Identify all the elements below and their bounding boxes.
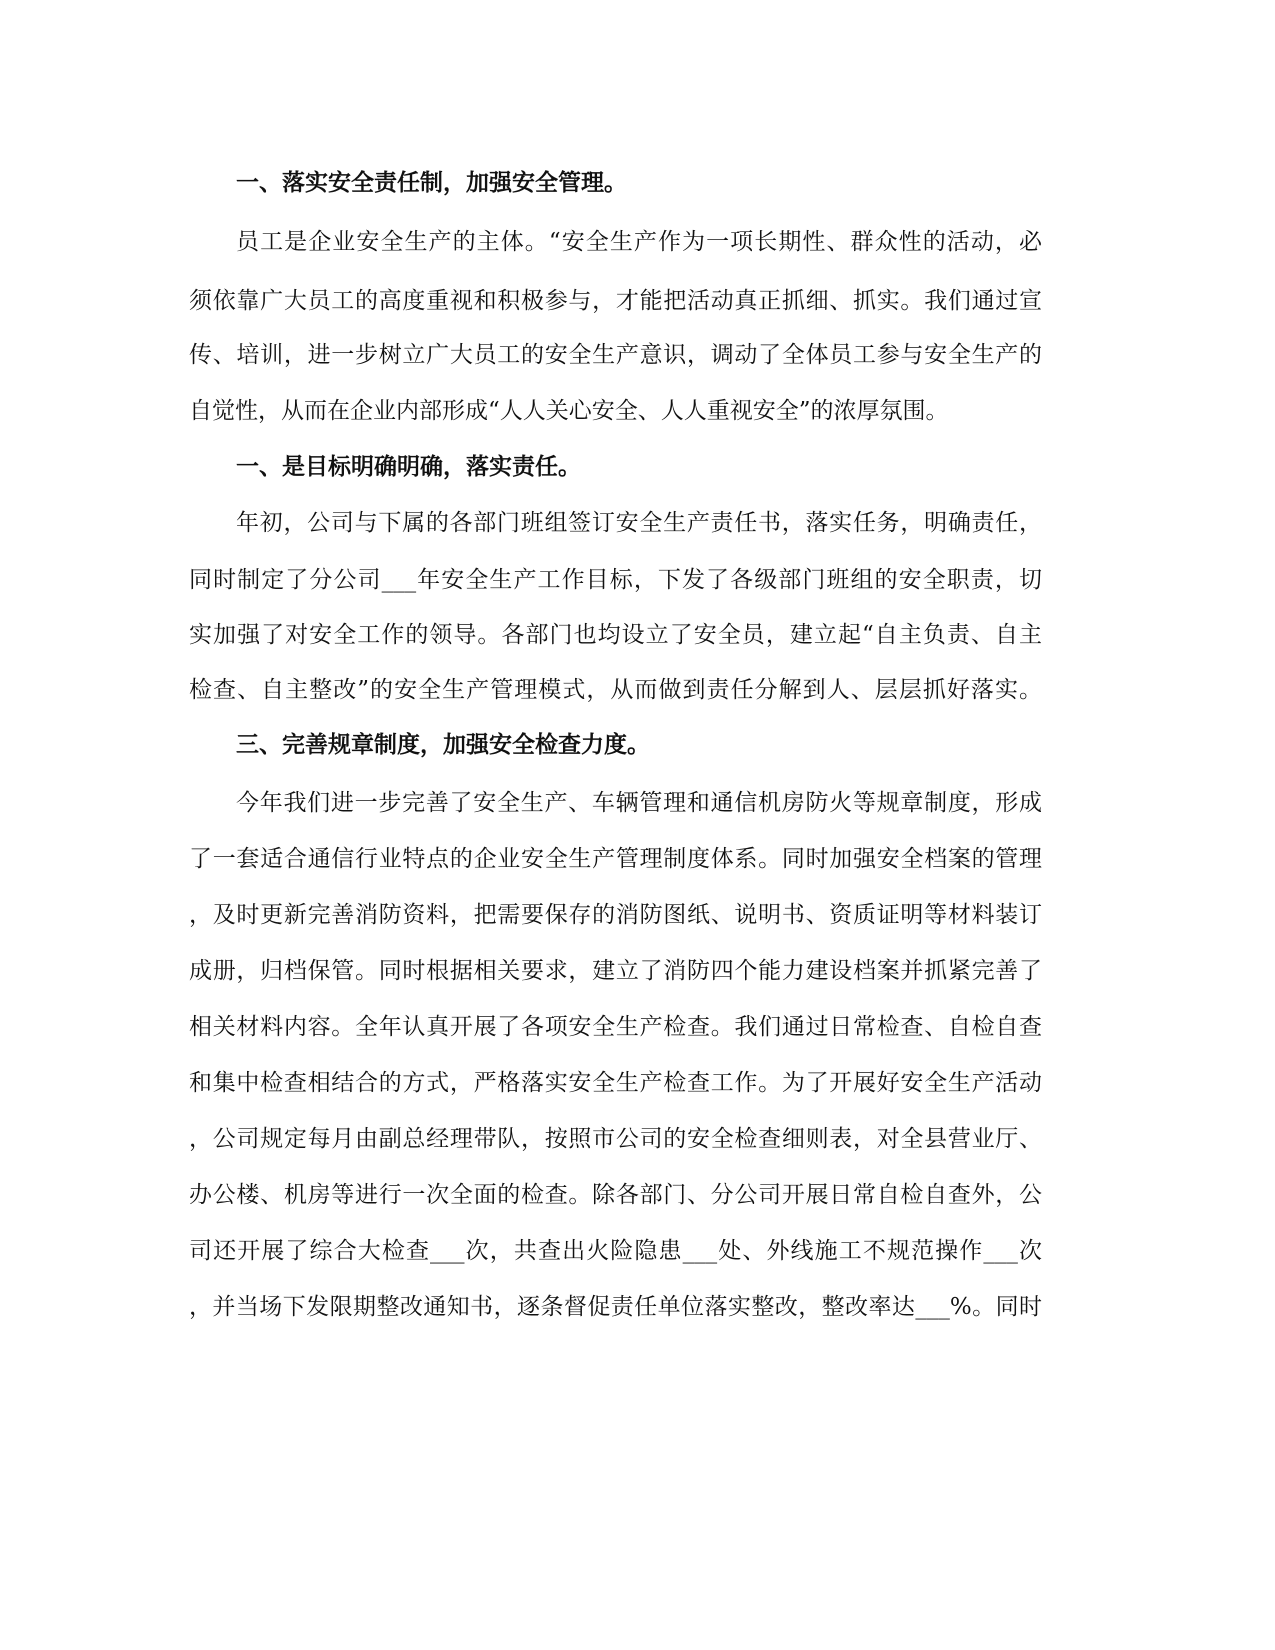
paragraph-line: 自觉性，从而在企业内部形成“人人关心安全、人人重视安全”的浓厚氛围。 <box>189 398 949 424</box>
paragraph-line: 司还开展了综合大检查___次，共查出火险隐患___处、外线施工不规范操作___次 <box>189 1238 1042 1264</box>
paragraph-line: 和集中检查相结合的方式，严格落实安全生产检查工作。为了开展好安全生产活动 <box>189 1070 1042 1096</box>
paragraph-line: 检查、自主整改”的安全生产管理模式，从而做到责任分解到人、层层抓好落实。 <box>189 677 1042 703</box>
paragraph-line: ，并当场下发限期整改通知书，逐条督促责任单位落实整改，整改率达___%。同时 <box>189 1294 1042 1320</box>
paragraph-line: ，公司规定每月由副总经理带队，按照市公司的安全检查细则表，对全县营业厅、 <box>189 1126 1042 1152</box>
section-heading-3: 三、完善规章制度，加强安全检查力度。 <box>236 731 650 758</box>
paragraph-line: 实加强了对安全工作的领导。各部门也均设立了安全员，建立起“自主负责、自主 <box>189 622 1042 648</box>
paragraph-line: 了一套适合通信行业特点的企业安全生产管理制度体系。同时加强安全档案的管理 <box>189 846 1042 872</box>
paragraph-line: 今年我们进一步完善了安全生产、车辆管理和通信机房防火等规章制度，形成 <box>236 790 1042 816</box>
section-heading-2: 一、是目标明确明确，落实责任。 <box>236 453 581 480</box>
paragraph-line: 须依靠广大员工的高度重视和积极参与，才能把活动真正抓细、抓实。我们通过宣 <box>189 288 1042 314</box>
paragraph-line: 年初，公司与下属的各部门班组签订安全生产责任书，落实任务，明确责任， <box>236 510 1042 536</box>
section-heading-1: 一、落实安全责任制，加强安全管理。 <box>236 169 627 196</box>
paragraph-line: 传、培训，进一步树立广大员工的安全生产意识，调动了全体员工参与安全生产的 <box>189 342 1042 368</box>
paragraph-line: 成册，归档保管。同时根据相关要求，建立了消防四个能力建设档案并抓紧完善了 <box>189 958 1042 984</box>
paragraph-line: 员工是企业安全生产的主体。“安全生产作为一项长期性、群众性的活动，必 <box>236 229 1042 255</box>
paragraph-line: ，及时更新完善消防资料，把需要保存的消防图纸、说明书、资质证明等材料装订 <box>189 902 1042 928</box>
paragraph-line: 同时制定了分公司___年安全生产工作目标，下发了各级部门班组的安全职责，切 <box>189 567 1042 593</box>
paragraph-line: 相关材料内容。全年认真开展了各项安全生产检查。我们通过日常检查、自检自查 <box>189 1014 1042 1040</box>
paragraph-line: 办公楼、机房等进行一次全面的检查。除各部门、分公司开展日常自检自查外，公 <box>189 1182 1042 1208</box>
